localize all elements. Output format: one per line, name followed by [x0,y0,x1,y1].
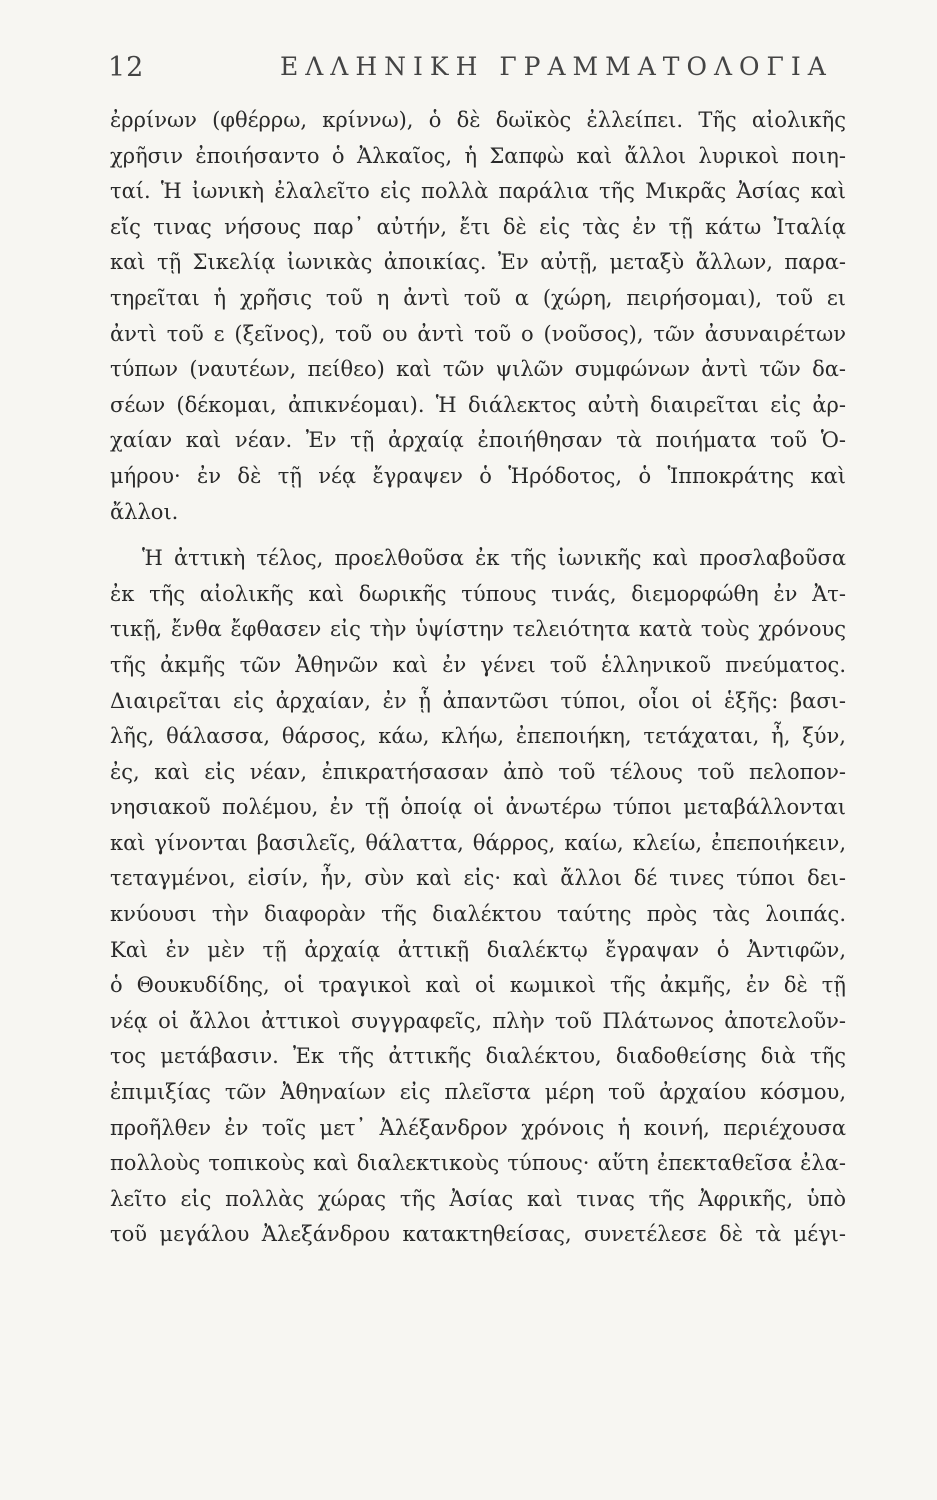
text-line: τοῦ μεγάλου Ἀλεξάνδρου κατακτηθείσας, συνετέλεσε δὲ τὰ μέγι- [110,1222,846,1247]
text-line: τικῇ, ἔνθα ἔφθασεν εἰς τὴν ὑψίστην τελειότητα κατὰ τοὺς χρόνους [110,617,846,642]
text-line: χρῆσιν ἐποιήσαντο ὁ Ἀλκαῖος, ἡ Σαπφὼ καὶ ἄλλοι λυρικοὶ ποιη- [110,143,846,168]
text-line: ταί. Ἡ ἰωνικὴ ἐλαλεῖτο εἰς πολλὰ παράλια τῆς Μικρᾶς Ἀσίας καὶ [110,179,846,204]
text-line: νησιακοῦ πολέμου, ἐν τῇ ὁποίᾳ οἱ ἀνωτέρω τύποι μεταβάλλονται [110,795,846,820]
text-line: λεῖτο εἰς πολλὰς χώρας τῆς Ἀσίας καὶ τινας τῆς Ἀφρικῆς, ὑπὸ [110,1186,846,1211]
text-line: σέων (δέκομαι, ἀπικνέομαι). Ἡ διάλεκτος αὐτὴ διαιρεῖται εἰς ἀρ- [110,392,846,417]
text-line: ὁ Θουκυδίδης, οἱ τραγικοὶ καὶ οἱ κωμικοὶ τῆς ἀκμῆς, ἐν δὲ τῇ [110,973,846,998]
text-line: καὶ γίνονται βασιλεῖς, θάλαττα, θάρρος, καίω, κλείω, ἐπεποιήκειν, [110,830,846,855]
text-line: τεταγμένοι, εἰσίν, ἦν, σὺν καὶ εἰς· καὶ ἄλλοι δέ τινες τύποι δει- [110,866,846,891]
text-line: τος μετάβασιν. Ἐκ τῆς ἀττικῆς διαλέκτου, διαδοθείσης διὰ τῆς [110,1044,846,1069]
text-line: χαίαν καὶ νέαν. Ἐν τῇ ἀρχαίᾳ ἐποιήθησαν τὰ ποιήματα τοῦ Ὁ- [110,428,846,453]
text-line: προῆλθεν ἐν τοῖς μετ᾿ Ἀλέξανδρον χρόνοις ἡ κοινή, περιέχουσα [110,1115,846,1140]
text-line: ἄλλοι. [110,499,179,524]
page-number: 12 [108,52,145,83]
text-line: μήρου· ἐν δὲ τῇ νέᾳ ἔγραψεν ὁ Ἡρόδοτος, ὁ Ἱπποκράτης καὶ [110,463,846,488]
page-header [0,52,937,92]
paragraph [110,541,846,1253]
text-line: λῆς, θάλασσα, θάρσος, κάω, κλήω, ἐπεποιήκη, τετάχαται, ἦ, ξύν, [110,724,846,749]
text-line: ἀντὶ τοῦ ε (ξεῖνος), τοῦ ου ἀντὶ τοῦ ο (νοῦσος), τῶν ἀσυναιρέτων [110,321,846,346]
text-line: πολλοὺς τοπικοὺς καὶ διαλεκτικοὺς τύπους· αὕτη ἐπεκταθεῖσα ἐλα- [110,1151,846,1176]
text-line: ἐκ τῆς αἰολικῆς καὶ δωρικῆς τύπους τινάς, διεμορφώθη ἐν Ἀτ- [110,581,846,606]
text-line: τύπων (ναυτέων, πείθεο) καὶ τῶν ψιλῶν συμφώνων ἀντὶ τῶν δα- [110,357,846,382]
text-line: νέᾳ οἱ ἄλλοι ἀττικοὶ συγγραφεῖς, πλὴν τοῦ Πλάτωνος ἀποτελοῦν- [110,1008,846,1033]
text-line: καὶ τῇ Σικελίᾳ ἰωνικὰς ἀποικίας. Ἐν αὐτῇ, μεταξὺ ἄλλων, παρα- [110,250,846,275]
text-line: εἴς τινας νήσους παρ᾿ αὐτήν, ἔτι δὲ εἰς τὰς ἐν τῇ κάτω Ἰταλίᾳ [110,214,846,239]
text-line: ἐρρίνων (φθέρρω, κρίννω), ὁ δὲ δωϊκὸς ἐλλείπει. Τῆς αἰολικῆς [110,108,846,132]
body-text [110,103,846,1253]
text-line: ἐπιμιξίας τῶν Ἀθηναίων εἰς πλεῖστα μέρη τοῦ ἀρχαίου κόσμου, [110,1080,846,1105]
text-line: Ἡ ἀττικὴ τέλος, προελθοῦσα ἐκ τῆς ἰωνικῆς καὶ προσλαβοῦσα [142,546,846,571]
text-line: ἐς, καὶ εἰς νέαν, ἐπικρατήσασαν ἀπὸ τοῦ τέλους τοῦ πελοπον- [110,759,846,784]
text-line: τηρεῖται ἡ χρῆσις τοῦ η ἀντὶ τοῦ α (χώρη, πειρήσομαι), τοῦ ει [110,285,846,310]
text-line: κνύουσι τὴν διαφορὰν τῆς διαλέκτου ταύτης πρὸς τὰς λοιπάς. [110,902,846,927]
text-line: Διαιρεῖται εἰς ἀρχαίαν, ἐν ᾗ ἀπαντῶσι τύποι, οἷοι οἱ ἑξῆς: βασι- [110,688,846,713]
running-title: ΕΛΛΗΝΙΚΗ ΓΡΑΜΜΑΤΟΛΟΓΙΑ [280,52,833,81]
text-line: τῆς ἀκμῆς τῶν Ἀθηνῶν καὶ ἐν γένει τοῦ ἑλληνικοῦ πνεύματος. [110,652,846,677]
paragraph [110,103,846,530]
text-line: Καὶ ἐν μὲν τῇ ἀρχαίᾳ ἀττικῇ διαλέκτῳ ἔγραψαν ὁ Ἀντιφῶν, [110,937,846,962]
